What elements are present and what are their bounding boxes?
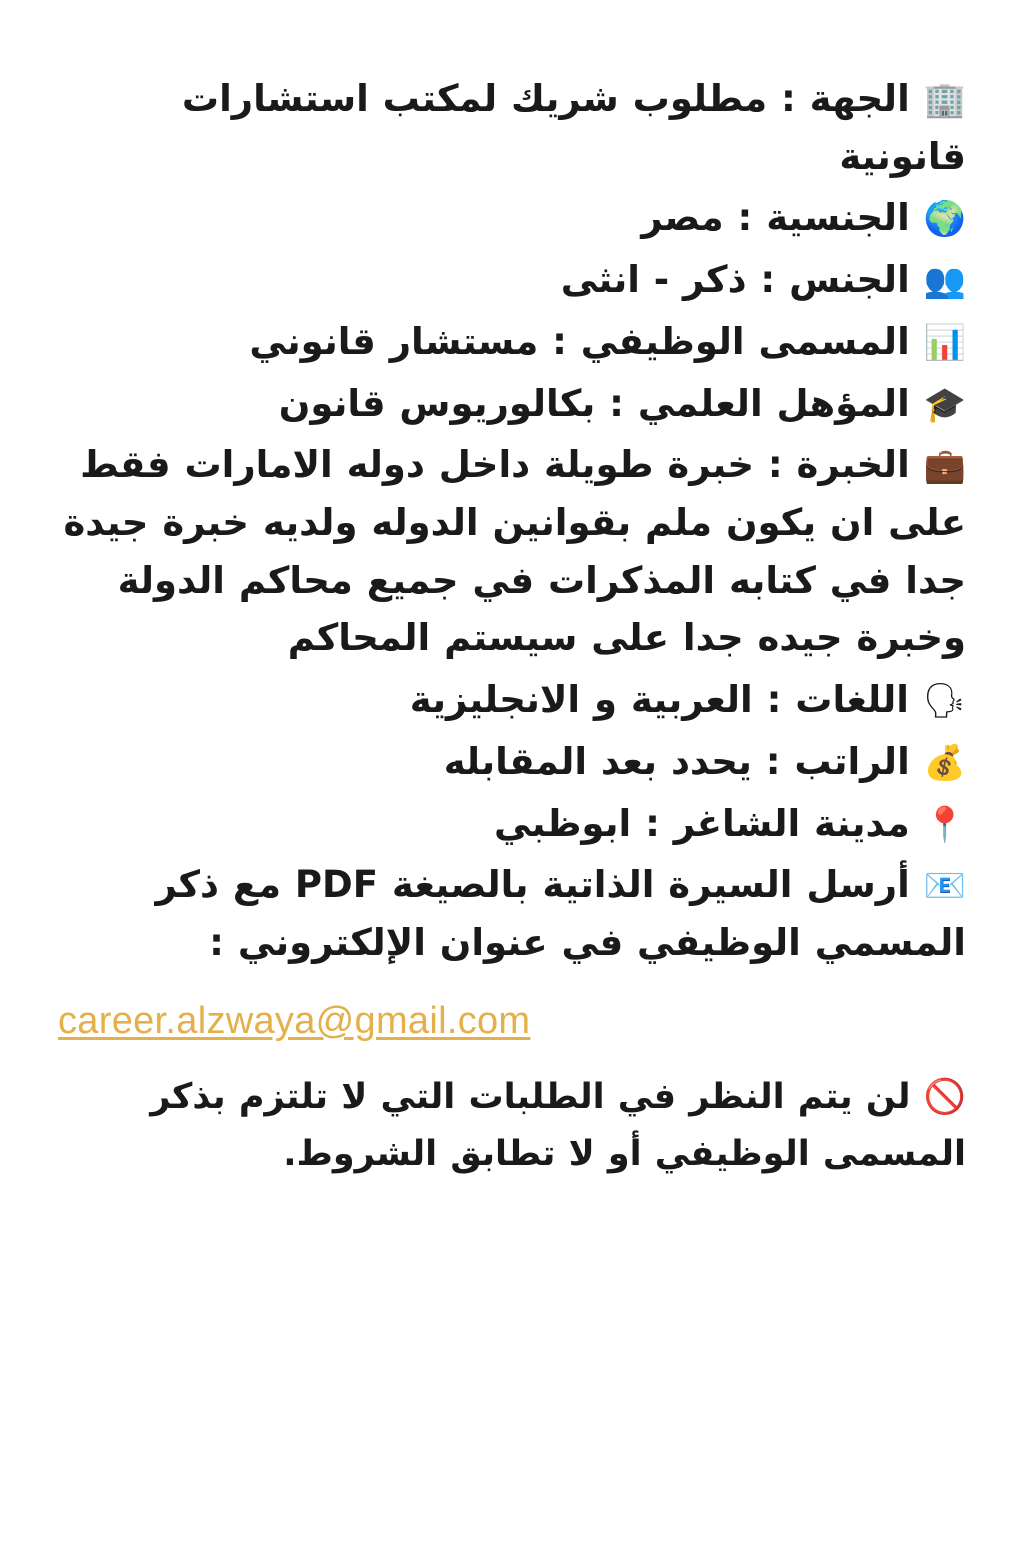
detail-text-salary: الراتب : يحدد بعد المقابله xyxy=(443,739,910,783)
detail-line-city xyxy=(58,795,966,853)
graduation-cap-icon: 🎓 xyxy=(923,384,966,425)
detail-text-experience: الخبرة : خبرة طويلة داخل دوله الامارات فقط على ان يكون ملم بقوانين الدوله ولديه خبرة جيدة جدا في كتابه المذكرات في جميع محاكم الدولة وخبرة جيده جدا على سيستم المحاكم xyxy=(63,443,966,660)
detail-text-entity: الجهة : مطلوب شريك لمكتب استشارات قانونية xyxy=(181,77,966,178)
email-link[interactable]: career.alzwaya@gmail.com xyxy=(58,999,531,1042)
prohibited-icon: 🚫 xyxy=(923,1077,966,1118)
email-icon: 📧 xyxy=(923,866,966,907)
email-line xyxy=(58,992,966,1051)
warning-note xyxy=(58,1069,966,1182)
money-bag-icon: 💰 xyxy=(923,742,966,783)
detail-line-experience xyxy=(58,436,966,667)
detail-text-gender: الجنس : ذكر - انثى xyxy=(560,258,910,302)
detail-text-languages: اللغات : العربية و الانجليزية xyxy=(409,678,909,722)
detail-line-salary xyxy=(58,733,966,791)
detail-line-qualification xyxy=(58,375,966,433)
round-pushpin-icon: 📍 xyxy=(923,804,966,845)
detail-text-city: مدينة الشاغر : ابوظبي xyxy=(494,801,910,845)
office-building-icon: 🏢 xyxy=(923,80,966,120)
warning-note-text: لن يتم النظر في الطلبات التي لا تلتزم بذكر المسمى الوظيفي أو لا تطابق الشروط. xyxy=(150,1077,966,1174)
detail-line-languages xyxy=(58,671,966,729)
speaking-head-icon: 🗣 xyxy=(922,681,966,722)
detail-line-nationality xyxy=(58,189,966,247)
detail-line-entity xyxy=(58,70,966,185)
detail-text-job-title: المسمى الوظيفي : مستشار قانوني xyxy=(249,319,910,363)
briefcase-icon: 💼 xyxy=(923,446,966,487)
globe-icon: 🌍 xyxy=(923,199,966,240)
detail-line-job-title xyxy=(58,313,966,371)
detail-text-nationality: الجنسية : مصر xyxy=(641,196,910,240)
detail-line-gender xyxy=(58,251,966,309)
detail-text-qualification: المؤهل العلمي : بكالوريوس قانون xyxy=(278,381,910,425)
detail-text-apply-instructions: أرسل السيرة الذاتية بالصيغة PDF مع ذكر المسمي الوظيفي في عنوان الإلكتروني : xyxy=(155,863,966,965)
bar-chart-icon: 📊 xyxy=(923,322,966,363)
busts-in-silhouette-icon: 👥 xyxy=(923,261,966,302)
detail-line-apply-instructions xyxy=(58,856,966,971)
